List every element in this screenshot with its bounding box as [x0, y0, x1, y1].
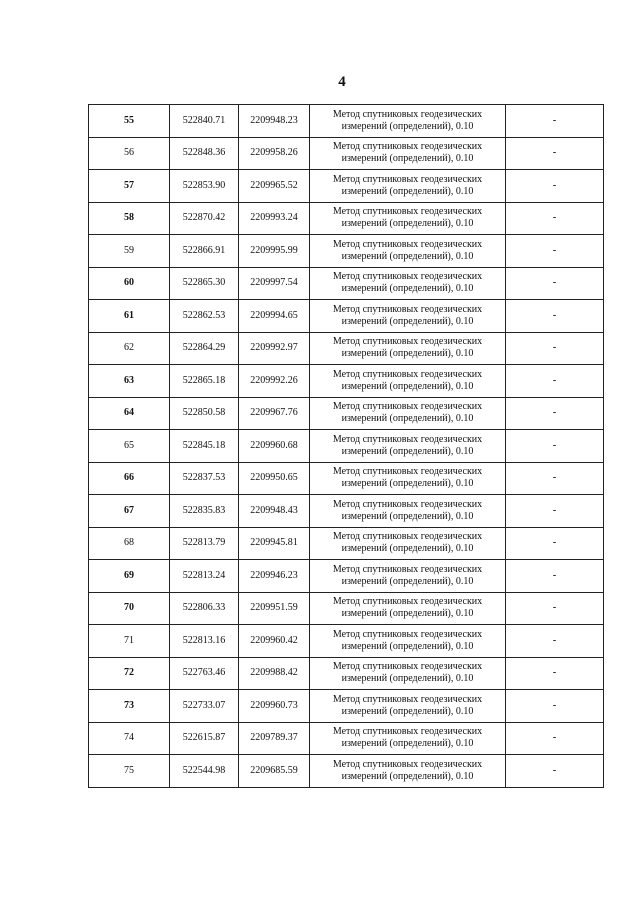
method-line-2: измерений (определений), 0.10	[341, 705, 474, 717]
method-cell	[310, 560, 506, 593]
y-coordinate-cell: 2209945.81	[239, 527, 310, 560]
table-row	[89, 137, 604, 170]
method-line-2: измерений (определений), 0.10	[341, 380, 474, 392]
table-row	[89, 690, 604, 723]
table-row	[89, 592, 604, 625]
y-coordinate-cell: 2209948.43	[239, 495, 310, 528]
coordinates-table-body	[89, 105, 604, 788]
method-cell	[310, 527, 506, 560]
point-number-cell: 59	[89, 235, 170, 268]
method-line-1: Метод спутниковых геодезических	[332, 693, 483, 705]
x-coordinate-cell: 522813.79	[170, 527, 239, 560]
x-coordinate-cell: 522837.53	[170, 462, 239, 495]
table-row	[89, 170, 604, 203]
method-cell	[310, 495, 506, 528]
method-cell	[310, 430, 506, 463]
method-line-1: Метод спутниковых геодезических	[332, 433, 483, 445]
x-coordinate-cell: 522733.07	[170, 690, 239, 723]
note-cell: -	[506, 365, 604, 398]
x-coordinate-cell: 522865.18	[170, 365, 239, 398]
x-coordinate-cell: 522862.53	[170, 300, 239, 333]
point-number-cell: 66	[89, 462, 170, 495]
note-cell: -	[506, 430, 604, 463]
method-line-1: Метод спутниковых геодезических	[332, 596, 483, 608]
note-cell: -	[506, 722, 604, 755]
x-coordinate-cell: 522615.87	[170, 722, 239, 755]
method-line-2: измерений (определений), 0.10	[341, 218, 474, 230]
note-cell: -	[506, 267, 604, 300]
method-line-1: Метод спутниковых геодезических	[332, 531, 483, 543]
point-number-cell: 61	[89, 300, 170, 333]
point-number-cell: 72	[89, 657, 170, 690]
x-coordinate-cell: 522870.42	[170, 202, 239, 235]
x-coordinate-cell: 522806.33	[170, 592, 239, 625]
method-line-1: Метод спутниковых геодезических	[332, 498, 483, 510]
method-cell	[310, 592, 506, 625]
y-coordinate-cell: 2209993.24	[239, 202, 310, 235]
method-line-2: измерений (определений), 0.10	[341, 640, 474, 652]
method-line-1: Метод спутниковых геодезических	[332, 141, 483, 153]
method-cell	[310, 300, 506, 333]
y-coordinate-cell: 2209789.37	[239, 722, 310, 755]
point-number-cell: 68	[89, 527, 170, 560]
y-coordinate-cell: 2209960.42	[239, 625, 310, 658]
method-line-2: измерений (определений), 0.10	[341, 445, 474, 457]
method-cell	[310, 137, 506, 170]
table-row	[89, 657, 604, 690]
note-cell: -	[506, 560, 604, 593]
x-coordinate-cell: 522840.71	[170, 105, 239, 138]
method-line-2: измерений (определений), 0.10	[341, 510, 474, 522]
note-cell: -	[506, 657, 604, 690]
table-row	[89, 755, 604, 788]
method-cell	[310, 657, 506, 690]
y-coordinate-cell: 2209997.54	[239, 267, 310, 300]
x-coordinate-cell: 522864.29	[170, 332, 239, 365]
y-coordinate-cell: 2209960.68	[239, 430, 310, 463]
y-coordinate-cell: 2209948.23	[239, 105, 310, 138]
table-row	[89, 495, 604, 528]
table-row	[89, 300, 604, 333]
y-coordinate-cell: 2209992.97	[239, 332, 310, 365]
method-line-1: Метод спутниковых геодезических	[332, 303, 483, 315]
table-row	[89, 267, 604, 300]
table-row	[89, 202, 604, 235]
method-line-1: Метод спутниковых геодезических	[332, 173, 483, 185]
table-row	[89, 332, 604, 365]
note-cell: -	[506, 690, 604, 723]
method-line-1: Метод спутниковых геодезических	[332, 726, 483, 738]
point-number-cell: 67	[89, 495, 170, 528]
method-line-1: Метод спутниковых геодезических	[332, 368, 483, 380]
method-line-2: измерений (определений), 0.10	[341, 348, 474, 360]
y-coordinate-cell: 2209967.76	[239, 397, 310, 430]
x-coordinate-cell: 522865.30	[170, 267, 239, 300]
table-row	[89, 462, 604, 495]
method-line-1: Метод спутниковых геодезических	[332, 271, 483, 283]
method-line-2: измерений (определений), 0.10	[341, 315, 474, 327]
note-cell: -	[506, 300, 604, 333]
method-line-2: измерений (определений), 0.10	[341, 478, 474, 490]
table-row	[89, 527, 604, 560]
method-line-2: измерений (определений), 0.10	[341, 770, 474, 782]
method-line-1: Метод спутниковых геодезических	[332, 401, 483, 413]
method-cell	[310, 755, 506, 788]
note-cell: -	[506, 202, 604, 235]
table-row	[89, 722, 604, 755]
y-coordinate-cell: 2209960.73	[239, 690, 310, 723]
x-coordinate-cell: 522850.58	[170, 397, 239, 430]
y-coordinate-cell: 2209950.65	[239, 462, 310, 495]
y-coordinate-cell: 2209992.26	[239, 365, 310, 398]
method-line-2: измерений (определений), 0.10	[341, 250, 474, 262]
point-number-cell: 55	[89, 105, 170, 138]
point-number-cell: 64	[89, 397, 170, 430]
point-number-cell: 56	[89, 137, 170, 170]
method-line-1: Метод спутниковых геодезических	[332, 466, 483, 478]
point-number-cell: 63	[89, 365, 170, 398]
method-cell	[310, 690, 506, 723]
coordinates-table	[88, 104, 604, 788]
x-coordinate-cell: 522544.98	[170, 755, 239, 788]
method-cell	[310, 722, 506, 755]
method-line-2: измерений (определений), 0.10	[341, 185, 474, 197]
point-number-cell: 62	[89, 332, 170, 365]
method-line-1: Метод спутниковых геодезических	[332, 336, 483, 348]
method-line-1: Метод спутниковых геодезических	[332, 661, 483, 673]
method-line-1: Метод спутниковых геодезических	[332, 238, 483, 250]
method-line-1: Метод спутниковых геодезических	[332, 758, 483, 770]
note-cell: -	[506, 462, 604, 495]
y-coordinate-cell: 2209965.52	[239, 170, 310, 203]
method-line-1: Метод спутниковых геодезических	[332, 563, 483, 575]
method-line-1: Метод спутниковых геодезических	[332, 628, 483, 640]
point-number-cell: 69	[89, 560, 170, 593]
point-number-cell: 58	[89, 202, 170, 235]
x-coordinate-cell: 522835.83	[170, 495, 239, 528]
x-coordinate-cell: 522845.18	[170, 430, 239, 463]
y-coordinate-cell: 2209685.59	[239, 755, 310, 788]
note-cell: -	[506, 170, 604, 203]
method-cell	[310, 235, 506, 268]
method-line-2: измерений (определений), 0.10	[341, 738, 474, 750]
table-row	[89, 397, 604, 430]
y-coordinate-cell: 2209988.42	[239, 657, 310, 690]
method-cell	[310, 365, 506, 398]
method-line-2: измерений (определений), 0.10	[341, 283, 474, 295]
method-line-1: Метод спутниковых геодезических	[332, 108, 483, 120]
point-number-cell: 65	[89, 430, 170, 463]
note-cell: -	[506, 592, 604, 625]
x-coordinate-cell: 522763.46	[170, 657, 239, 690]
point-number-cell: 60	[89, 267, 170, 300]
note-cell: -	[506, 235, 604, 268]
note-cell: -	[506, 397, 604, 430]
method-line-2: измерений (определений), 0.10	[341, 575, 474, 587]
x-coordinate-cell: 522813.16	[170, 625, 239, 658]
note-cell: -	[506, 105, 604, 138]
note-cell: -	[506, 137, 604, 170]
x-coordinate-cell: 522813.24	[170, 560, 239, 593]
table-row	[89, 625, 604, 658]
table-row	[89, 105, 604, 138]
note-cell: -	[506, 495, 604, 528]
point-number-cell: 75	[89, 755, 170, 788]
y-coordinate-cell: 2209951.59	[239, 592, 310, 625]
method-line-2: измерений (определений), 0.10	[341, 543, 474, 555]
method-line-1: Метод спутниковых геодезических	[332, 206, 483, 218]
note-cell: -	[506, 755, 604, 788]
method-line-2: измерений (определений), 0.10	[341, 153, 474, 165]
y-coordinate-cell: 2209958.26	[239, 137, 310, 170]
method-line-2: измерений (определений), 0.10	[341, 673, 474, 685]
note-cell: -	[506, 625, 604, 658]
method-cell	[310, 202, 506, 235]
point-number-cell: 71	[89, 625, 170, 658]
table-row	[89, 560, 604, 593]
table-row	[89, 235, 604, 268]
point-number-cell: 57	[89, 170, 170, 203]
method-cell	[310, 397, 506, 430]
point-number-cell: 70	[89, 592, 170, 625]
method-cell	[310, 462, 506, 495]
point-number-cell: 73	[89, 690, 170, 723]
method-cell	[310, 625, 506, 658]
page-number: 4	[338, 74, 346, 90]
point-number-cell: 74	[89, 722, 170, 755]
method-line-2: измерений (определений), 0.10	[341, 120, 474, 132]
x-coordinate-cell: 522853.90	[170, 170, 239, 203]
method-cell	[310, 105, 506, 138]
method-cell	[310, 332, 506, 365]
table-row	[89, 365, 604, 398]
method-line-2: измерений (определений), 0.10	[341, 608, 474, 620]
method-cell	[310, 267, 506, 300]
y-coordinate-cell: 2209995.99	[239, 235, 310, 268]
table-row	[89, 430, 604, 463]
note-cell: -	[506, 332, 604, 365]
note-cell: -	[506, 527, 604, 560]
x-coordinate-cell: 522866.91	[170, 235, 239, 268]
method-line-2: измерений (определений), 0.10	[341, 413, 474, 425]
method-cell	[310, 170, 506, 203]
x-coordinate-cell: 522848.36	[170, 137, 239, 170]
y-coordinate-cell: 2209994.65	[239, 300, 310, 333]
y-coordinate-cell: 2209946.23	[239, 560, 310, 593]
